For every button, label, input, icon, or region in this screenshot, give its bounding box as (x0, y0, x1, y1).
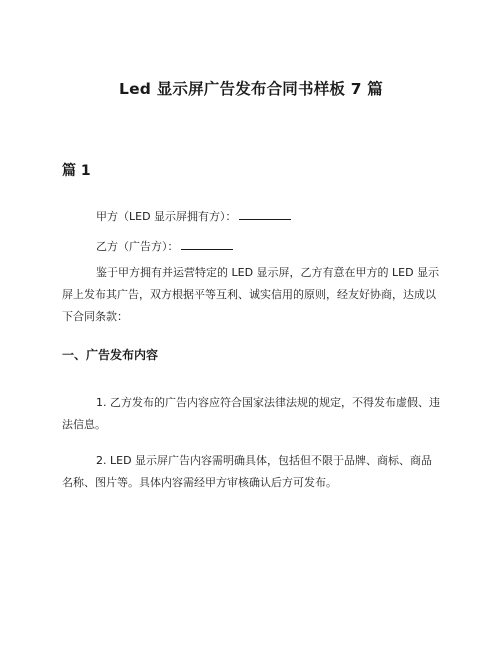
clause-1-item-2: 2. LED 显示屏广告内容需明确具体，包括但不限于品牌、商标、商品名称、图片等。具体内容需经甲方审核确认后方可发布。 (62, 454, 433, 489)
party-a-label: 甲方（LED 显示屏拥有方）： (96, 210, 237, 223)
party-a-blank (239, 209, 291, 220)
clause-1-item-1: 1. 乙方发布的广告内容应符合国家法律法规的规定，不得发布虚假、违法信息。 (62, 396, 440, 431)
clause-1-heading: 一、广告发布内容 (62, 348, 159, 362)
party-b-blank (181, 239, 233, 250)
preamble-paragraph: 鉴于甲方拥有并运营特定的 LED 显示屏，乙方有意在甲方的 LED 显示屏上发布其广告，双方根据平等互利、诚实信用的原则，经友好协商，达成以下合同条款： (62, 266, 440, 323)
party-a-line (62, 206, 440, 228)
section-title: 篇 1 (62, 163, 91, 179)
party-b-line (62, 236, 440, 258)
party-b-label: 乙方（广告方）： (96, 240, 179, 253)
document-title: Led 显示屏广告发布合同书样板 7 篇 (119, 80, 383, 98)
